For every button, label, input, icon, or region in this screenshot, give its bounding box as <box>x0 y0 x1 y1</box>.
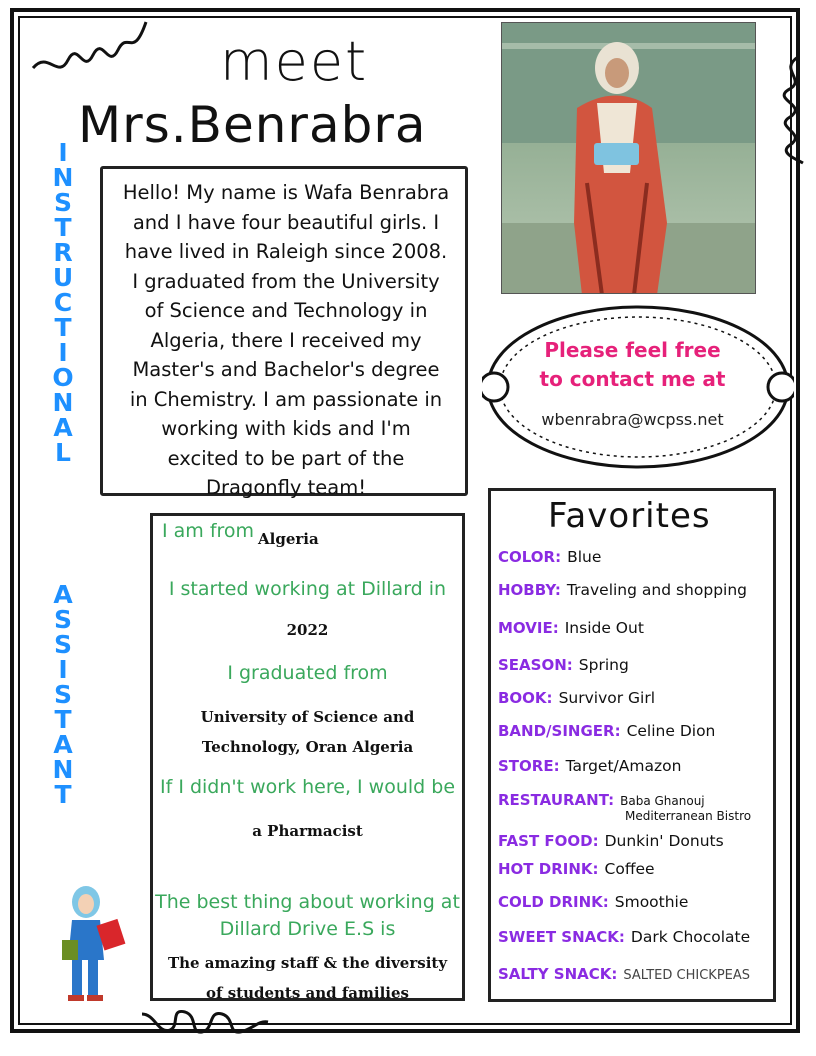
graduated-value-2: Technology, Oran Algeria <box>201 738 414 756</box>
favorite-label: BOOK: <box>498 689 553 707</box>
intro-line: have lived in Raleigh since 2008. <box>124 240 448 263</box>
side-letter: I <box>58 338 68 367</box>
alt-career-label: If I didn't work here, I would be <box>159 776 456 798</box>
favorite-item <box>498 860 773 878</box>
side-letter: S <box>53 630 72 659</box>
side-letter: N <box>52 163 74 192</box>
favorite-label: STORE: <box>498 757 560 775</box>
favorites-title: Favorites <box>548 496 711 536</box>
side-letter: A <box>53 413 73 442</box>
side-letter: S <box>53 605 72 634</box>
side-letter: R <box>53 238 73 267</box>
favorite-item <box>498 791 773 809</box>
favorite-item <box>498 581 773 599</box>
intro-line: excited to be part of the <box>167 446 405 470</box>
favorite-value: Dark Chocolate <box>630 928 751 946</box>
favorite-label: SEASON: <box>498 656 573 674</box>
favorite-value: Blue <box>567 548 602 566</box>
favorite-item <box>498 893 773 911</box>
side-title-assistant <box>44 582 82 807</box>
side-letter: T <box>54 313 72 342</box>
side-letter: A <box>53 580 73 609</box>
best-thing-label-1: The best thing about working at <box>155 891 460 913</box>
side-letter: S <box>53 680 72 709</box>
intro-line: working with kids and I'm <box>161 417 411 440</box>
contact-heading-line: to contact me at <box>539 367 726 391</box>
intro-line: I graduated from the University <box>132 269 440 293</box>
favorite-item <box>498 832 773 850</box>
intro-line: and I have four beautiful girls. I <box>132 210 440 234</box>
side-letter: O <box>52 363 74 392</box>
side-letter: N <box>52 388 74 417</box>
favorite-value: Celine Dion <box>626 722 716 740</box>
favorite-label: HOBBY: <box>498 581 561 599</box>
favorite-value: Target/Amazon <box>565 757 682 775</box>
favorite-value: Dunkin' Donuts <box>604 832 724 850</box>
favorite-value: Baba Ghanouj <box>620 794 705 808</box>
favorite-value: Spring <box>578 656 629 674</box>
best-thing-value-2: of students and families <box>206 984 409 1002</box>
side-letter: T <box>54 705 72 734</box>
favorite-value: Traveling and shopping <box>566 581 748 599</box>
favorite-value: Survivor Girl <box>558 689 656 707</box>
side-letter: C <box>53 288 73 317</box>
side-letter: T <box>54 780 72 809</box>
loop-doodle-bottom <box>140 1002 270 1042</box>
contact-heading <box>520 336 745 394</box>
favorite-label: HOT DRINK: <box>498 860 599 878</box>
intro-line: Algeria, there I received my <box>150 328 422 352</box>
favorite-item <box>498 619 773 637</box>
favorite-item <box>498 548 773 566</box>
graduated-label: I graduated from <box>227 662 388 684</box>
from-label: I am from <box>162 520 255 542</box>
favorite-item <box>498 928 773 946</box>
contact-heading-line: Please feel free <box>544 338 721 362</box>
side-letter: A <box>53 730 73 759</box>
started-value: 2022 <box>286 621 329 639</box>
intro-paragraph <box>106 178 466 503</box>
from-value: Algeria <box>258 530 319 548</box>
favorite-item <box>498 656 773 674</box>
side-letter: N <box>52 755 74 784</box>
favorite-label: FAST FOOD: <box>498 832 599 850</box>
intro-line: of Science and Technology in <box>144 299 428 322</box>
favorite-label: BAND/SINGER: <box>498 722 621 740</box>
intro-line: in Chemistry. I am passionate in <box>129 387 443 411</box>
favorite-item <box>498 722 773 740</box>
favorite-label: MOVIE: <box>498 619 559 637</box>
best-thing-value-1: The amazing staff & the diversity <box>167 954 448 972</box>
intro-line: Master's and Bachelor's degree <box>132 358 440 381</box>
graduated-value-1: University of Science and <box>200 708 415 726</box>
favorite-label: COLD DRINK: <box>498 893 609 911</box>
intro-line: Dragonfly team! <box>205 476 367 499</box>
favorite-label: RESTAURANT: <box>498 791 615 809</box>
teacher-avatar-icon <box>60 880 126 1005</box>
intro-line: Hello! My name is Wafa Benrabra <box>122 181 450 204</box>
loop-doodle-top-left <box>28 10 148 80</box>
favorite-value: SALTED CHICKPEAS <box>623 968 751 983</box>
best-thing-label-2: Dillard Drive E.S is <box>219 918 396 940</box>
favorite-item <box>498 965 773 983</box>
favorite-label: SWEET SNACK: <box>498 928 625 946</box>
side-letter: L <box>55 438 71 467</box>
person-photo-illustration <box>502 23 756 294</box>
alt-career-value: a Pharmacist <box>252 822 363 840</box>
started-label: I started working at Dillard in <box>168 578 447 600</box>
favorite-label: COLOR: <box>498 548 562 566</box>
side-letter: S <box>53 188 72 217</box>
favorite-item <box>498 757 773 775</box>
side-letter: I <box>58 138 68 167</box>
side-title-instructional <box>44 140 82 465</box>
favorite-label: SALTY SNACK: <box>498 965 618 983</box>
favorite-value: Smoothie <box>614 893 689 911</box>
favorite-value-line2: Mediterranean Bistro <box>625 809 752 823</box>
side-letter: U <box>52 263 74 292</box>
favorite-item <box>498 689 773 707</box>
teacher-photo <box>501 22 756 294</box>
side-letter: T <box>54 213 72 242</box>
loop-doodle-right <box>768 55 810 165</box>
heading-teacher-name: Mrs.Benrabra <box>78 96 427 154</box>
contact-email[interactable]: wbenrabra@wcpss.net <box>541 410 724 429</box>
heading-meet: meet <box>220 30 369 93</box>
favorite-value: Coffee <box>604 860 655 878</box>
favorite-value: Inside Out <box>564 619 644 637</box>
side-letter: I <box>58 655 68 684</box>
